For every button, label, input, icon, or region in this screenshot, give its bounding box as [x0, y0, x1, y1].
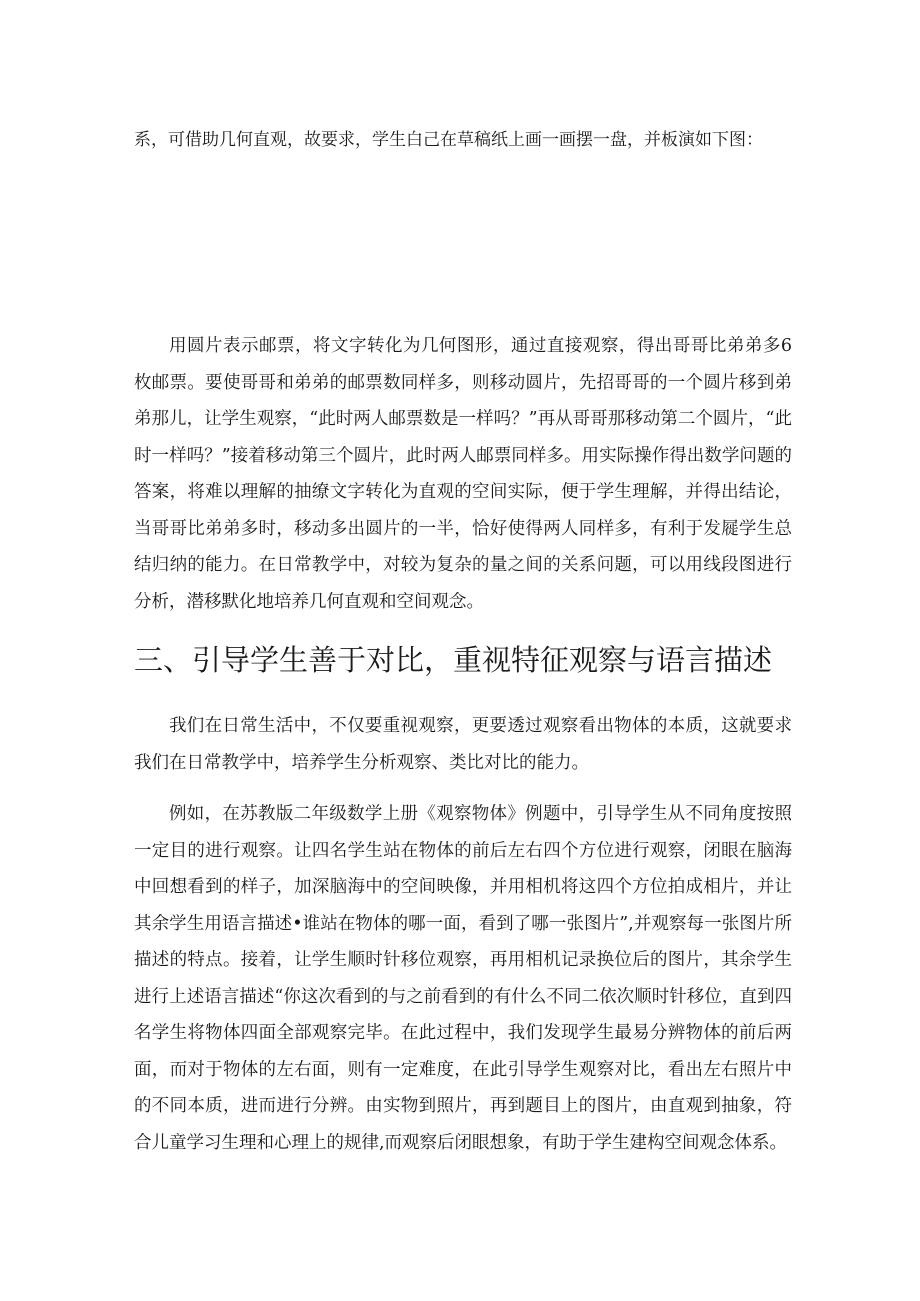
section-heading: 三、引导学生善于对比，重视特征观察与语言描述: [134, 643, 773, 677]
paragraph-observation-example: 例如，在苏教版二年级数学上册《观察物体》例题中，引导学生从不同角度按照一定目的进行观察。让四名学生站在物体的前后左右四个方位进行观察，闭眼在脑海中回想看到的样子，加深脑海中的空间映像，并用相机将这四个方位拍成相片，并让其余学生用语言描述•谁站在物体的哪一面，看到了哪一张图片”,并观察每一张图片所描述的特点。接着，让学生顺时针移位观察，再用相机记录换位后的图片，其余学生进行上述语言描述“你这次看到的与之前看到的有什么不同二依次顺时针移位，直到四名学生将物体四面全部观察完毕。在此过程中，我们发现学生最易分辨物体的前后两面，而对于物体的左右面，则有一定难度，在此引导学生观察对比，看出左右照片中的不同本质，进而进行分辨。由实物到照片，再到题目上的图片，由直观到抽象，符合儿童学习生理和心理上的规律,而观察后闭眼想象，有助于学生建构空间观念体系。: [134, 804, 792, 1153]
figure-placeholder: [134, 165, 784, 320]
continued-sentence: 系，可借助几何直观，故要求，学生白己在草稿纸上画一画摆一盘，并板演如下图：: [134, 130, 763, 150]
paragraph-observation-intro: 我们在日常生活中，不仅要重视观察，更要透过观察看出物体的本质，这就要求我们在日常教学中，培养学生分析观察、类比对比的能力。: [134, 716, 792, 773]
paragraph-stamps-example: 用圆片表示邮票，将文字转化为几何图形，通过直接观察，得出哥哥比弟弟多6枚邮票。要使哥哥和弟弟的邮票数同样多，则移动圆片，先招哥哥的一个圆片移到弟弟那儿，让学生观察，“此时两人邮票数是一样吗？”再从哥哥那移动第二个圆片，“此时一样吗？”接着移动第三个圆片，此时两人邮票同样多。用实际操作得出数学问题的答案，将难以理解的抽缭文字转化为直观的空间实际，便于学生理解，并得出结论，当哥哥比弟弟多时，移动多出圆片的一半，恰好使得两人同样多，有利于发屣学生总结归纳的能力。在日常教学中，对较为复杂的量之间的关系问题，可以用线段图进行分析，潜移默化地培养几何直观和空间观念。: [134, 336, 792, 612]
